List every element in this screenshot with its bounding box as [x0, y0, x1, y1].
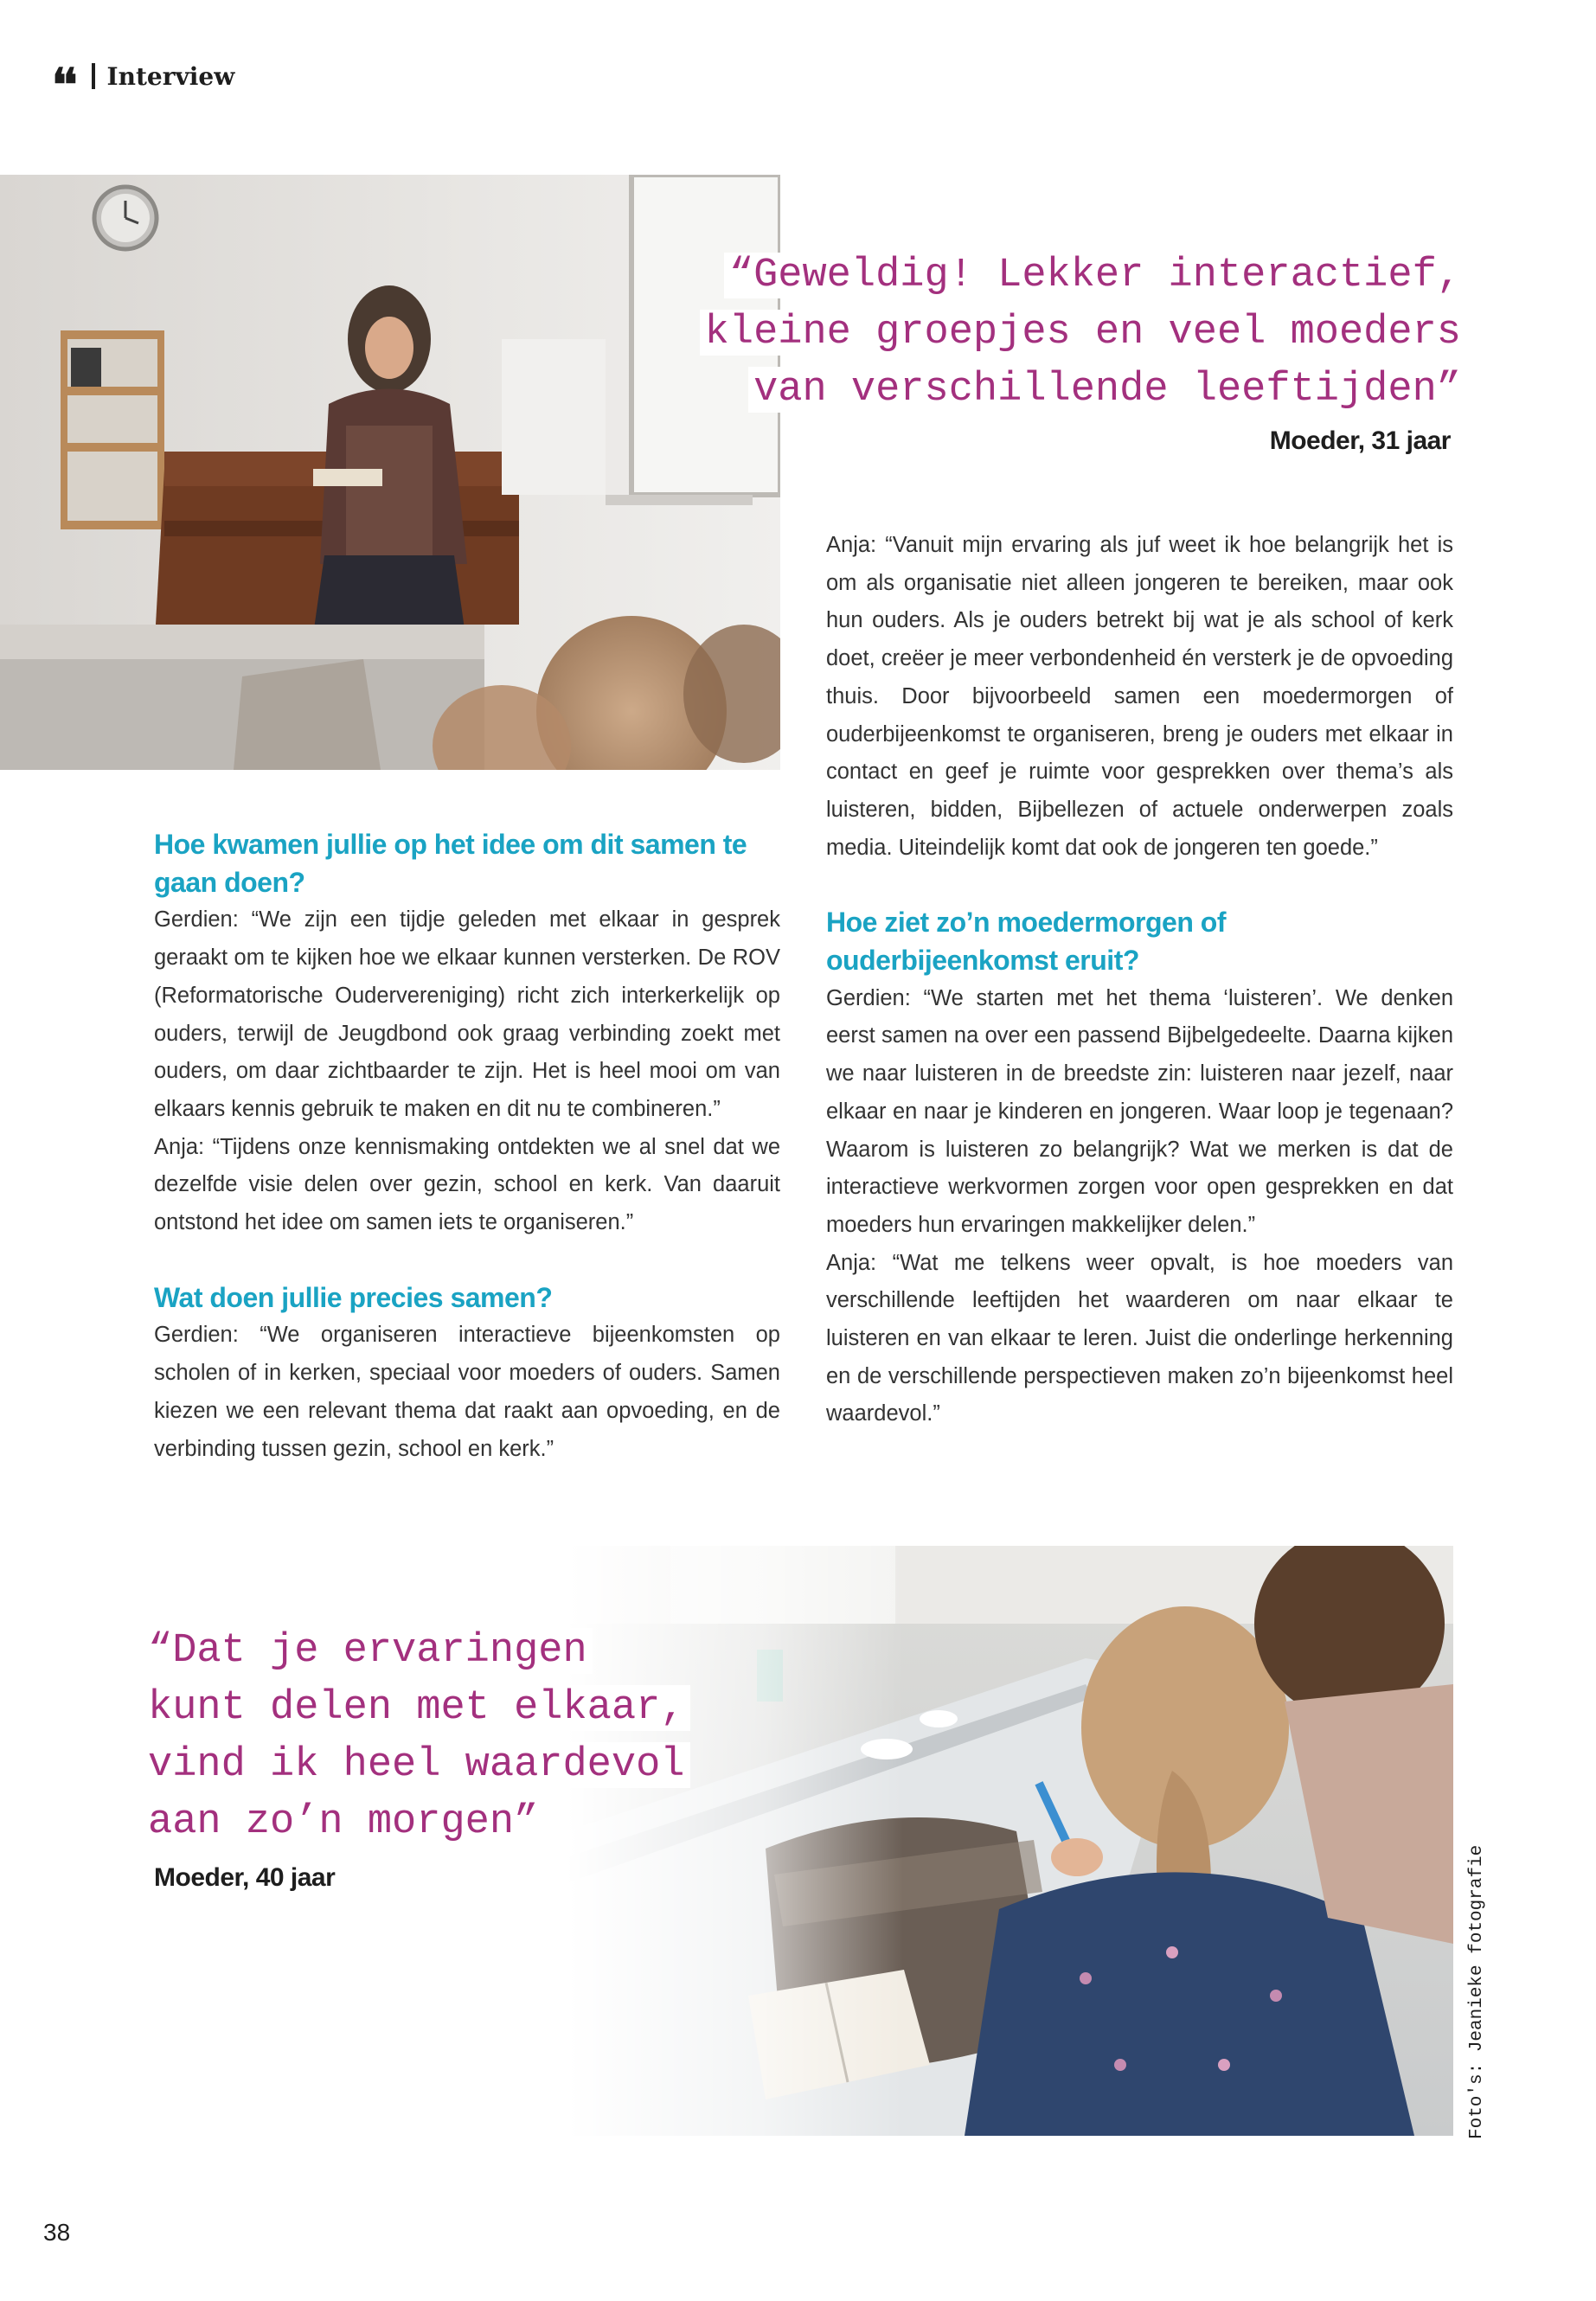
section-header [52, 59, 235, 112]
left-paragraph-2: Anja: “Tijdens onze kennismaking ontdekten we al snel dat we dezelfde visie delen over gezin, school en kerk. Van daaruit ontstond het idee om samen iets te organiseren.” [154, 1134, 780, 1235]
page-number: 38 [43, 2219, 71, 2246]
article-column-left [154, 826, 780, 1468]
pull-quote-2-attribution: Moeder, 40 jaar [154, 1863, 336, 1892]
left-heading-1: Hoe kwamen jullie op het idee om dit samen te gaan doen? [154, 829, 747, 898]
pull-quote-2-line-2: kunt delen met elkaar, [143, 1685, 690, 1731]
article-column-right [826, 527, 1453, 1433]
right-paragraph-3: Anja: “Wat me telkens weer opvalt, is hoe moeders van verschillende leeftijden het waarderen om naar elkaar te luisteren en van elkaar te leren. Juist die onderlinge herkenning en de verschillende perspectieven maken zo’n bijeenkomst heel waardevol.” [826, 1250, 1453, 1426]
pull-quote-1-line-1: “Geweldig! Lekker interactief, [724, 253, 1466, 298]
pull-quote-1-line-2: kleine groepjes en veel moeders [700, 310, 1466, 356]
left-paragraph-3: Gerdien: “We organiseren interactieve bijeenkomsten op scholen of in kerken, speciaal voor moeders of ouders. Samen kiezen we een relevant thema dat raakt aan opvoeding, en de verbinding tussen gezin, school en kerk.” [154, 1323, 780, 1461]
quote-mark-icon: ❛❛ [52, 59, 74, 112]
pull-quote-2-line-3: vind ik heel waardevol [143, 1742, 690, 1788]
pull-quote-2 [143, 1623, 766, 1851]
pull-quote-1-attribution: Moeder, 31 jaar [1269, 426, 1451, 455]
pull-quote-2-line-4: aan zo’n morgen” [143, 1799, 543, 1845]
section-label: Interview [106, 61, 235, 91]
photo-credit: Foto's: Jeanieke fotografie [1467, 1844, 1487, 2139]
left-heading-2: Wat doen jullie precies samen? [154, 1281, 553, 1313]
right-heading-1: Hoe ziet zo’n moedermorgen of ouderbijeenkomst eruit? [826, 907, 1226, 977]
left-paragraph-1: Gerdien: “We zijn een tijdje geleden met elkaar in gesprek geraakt om te kijken hoe we elkaar kunnen versterken. De ROV (Reformatorische Oudervereniging) richt zich interkerkelijk op ouders, terwijl de Jeugdbond ook graag verbinding zoekt met ouders, om daar zichtbaarder te zijn. Het is heel mooi om van elkaars kennis gebruik te maken en dit nu te combineren.” [154, 907, 780, 1121]
right-paragraph-1: Anja: “Vanuit mijn ervaring als juf weet ik hoe belangrijk het is om als organisatie niet alleen jongeren te bereiken, maar ook hun ouders. Als je ouders betrekt bij wat je als school of kerk doet, creëer je meer verbondenheid én versterk je de opvoeding thuis. Door bijvoorbeeld samen een moedermorgen of ouderbijeenkomst te organiseren, breng je ouders met elkaar in contact en geef je ruimte voor gesprekken over thema’s als luisteren, bidden, Bijbellezen of actuele onderwerpen zoals media. Uiteindelijk komt dat ook de jongeren ten goede.” [826, 533, 1453, 860]
pull-quote-2-line-1: “Dat je ervaringen [143, 1628, 593, 1674]
header-divider [92, 63, 95, 89]
right-paragraph-2: Gerdien: “We starten met het thema ‘luisteren’. We denken eerst samen na over een passend Bijbelgedeelte. Daarna kijken we naar luisteren in de breedste zin: luisteren naar jezelf, naar elkaar en naar je kinderen en jongeren. Waar loop je tegenaan? Waarom is luisteren zo belangrijk? Wat we merken is dat de interactieve werkvormen zorgen voor open gesprekken en dat moeders hun ervaringen makkelijker delen.” [826, 985, 1453, 1237]
pull-quote-1 [619, 247, 1466, 419]
pull-quote-1-line-3: van verschillende leeftijden” [748, 367, 1466, 413]
